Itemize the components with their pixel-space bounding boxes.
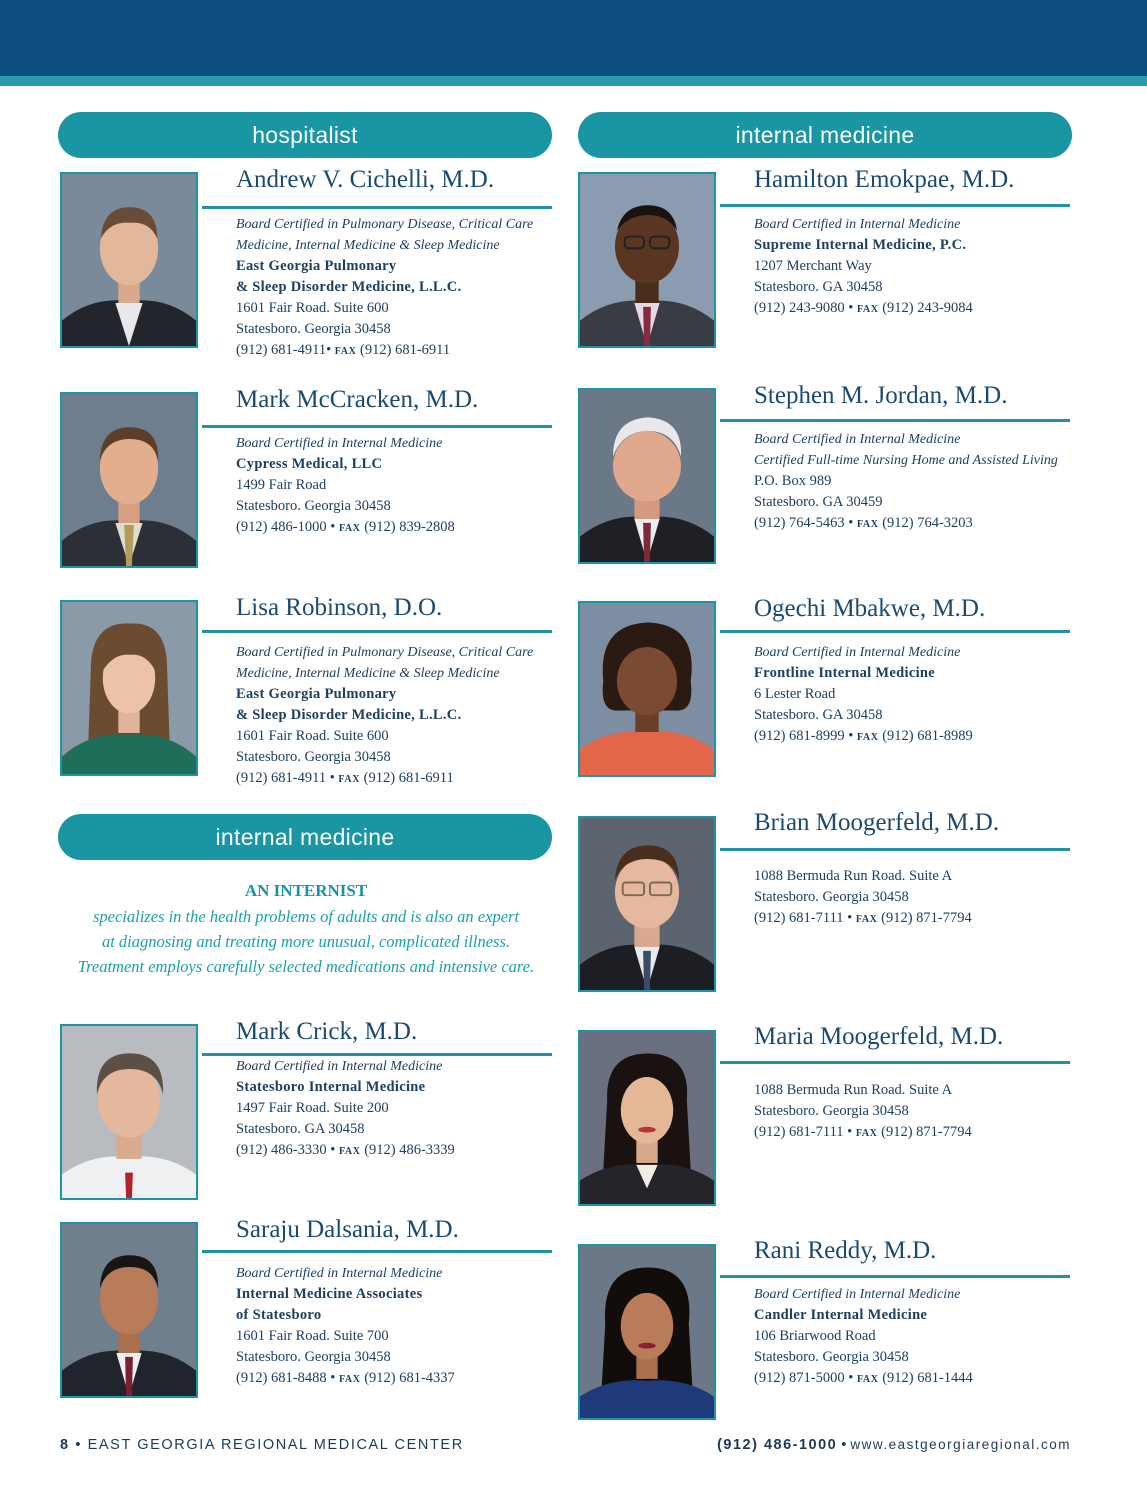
footer-separator: • [841, 1437, 847, 1453]
certification: Board Certified in Internal Medicine [754, 432, 961, 447]
doctor-info-mbakwe [754, 642, 973, 748]
fax-label: FAX [856, 304, 879, 315]
fax-label: FAX [338, 523, 361, 534]
practice-name: Internal Medicine Associates [236, 1286, 423, 1302]
fax-number: (912) 871-7794 [881, 1124, 972, 1140]
doctor-name-reddy: Rani Reddy, M.D. [754, 1237, 937, 1264]
certification: Board Certified in Pulmonary Disease, Critical Care [236, 217, 534, 232]
hospital-name: EAST GEORGIA REGIONAL MEDICAL CENTER [87, 1437, 464, 1453]
doctor-photo-emokpae [578, 172, 716, 348]
address-line: Statesboro. Georgia 30458 [754, 889, 909, 905]
doctor-info-mccracken [236, 433, 455, 539]
doctor-photo-maria-moogerfeld [578, 1030, 716, 1206]
doctor-info-emokpae [754, 214, 973, 320]
doctor-photo-mccracken [60, 392, 198, 568]
address-line: 1499 Fair Road [236, 477, 327, 493]
fax-number: (912) 871-7794 [881, 910, 972, 926]
practice-name: & Sleep Disorder Medicine, L.L.C. [236, 279, 462, 295]
fax-label: FAX [338, 1146, 361, 1157]
address-line: 1088 Bermuda Run Road. Suite A [754, 1082, 953, 1098]
contact-line [236, 340, 533, 362]
name-underline [202, 425, 552, 428]
address-line: Statesboro. GA 30458 [236, 1121, 365, 1137]
address-line: 1497 Fair Road. Suite 200 [236, 1100, 389, 1116]
contact-line [754, 908, 972, 930]
section-header-internal-medicine-right: internal medicine [578, 112, 1072, 158]
doctor-photo-mbakwe [578, 601, 716, 777]
address-line: Statesboro. GA 30458 [754, 279, 883, 295]
practice-name: Candler Internal Medicine [754, 1307, 928, 1323]
fax-label: FAX [855, 1128, 878, 1139]
footer-right [717, 1437, 1071, 1453]
doctor-name-robinson: Lisa Robinson, D.O. [236, 594, 443, 621]
certification: Board Certified in Pulmonary Disease, Critical Care [236, 645, 534, 660]
certification: Medicine, Internal Medicine & Sleep Medicine [236, 666, 500, 681]
address-line: Statesboro. Georgia 30458 [236, 749, 391, 765]
name-underline [720, 1061, 1070, 1064]
certification: Certified Full-time Nursing Home and Assisted Living [754, 453, 1058, 468]
address-line: 1601 Fair Road. Suite 600 [236, 728, 389, 744]
phone: (912) 243-9080 • [754, 300, 854, 316]
address-line: 1207 Merchant Way [754, 258, 872, 274]
contact-line [754, 1368, 973, 1390]
doctor-photo-cichelli [60, 172, 198, 348]
phone: (912) 871-5000 • [754, 1370, 854, 1386]
name-underline [720, 419, 1070, 422]
fax-number: (912) 681-4337 [364, 1370, 455, 1386]
internist-line: Treatment employs carefully selected medications and intensive care. [77, 957, 535, 976]
address-line: Statesboro. Georgia 30458 [754, 1103, 909, 1119]
certification: Board Certified in Internal Medicine [754, 1287, 961, 1302]
practice-name: & Sleep Disorder Medicine, L.L.C. [236, 707, 462, 723]
address-line: Statesboro. Georgia 30458 [754, 1349, 909, 1365]
contact-line [754, 1122, 972, 1144]
doctor-name-brian-moogerfeld: Brian Moogerfeld, M.D. [754, 809, 1000, 836]
fax-number: (912) 486-3339 [364, 1142, 455, 1158]
fax-number: (912) 764-3203 [882, 515, 973, 531]
contact-line [236, 768, 533, 790]
practice-name: Supreme Internal Medicine, P.C. [754, 237, 967, 253]
contact-line [236, 1140, 455, 1162]
doctor-name-dalsania: Saraju Dalsania, M.D. [236, 1216, 459, 1243]
fax-number: (912) 681-6911 [360, 342, 451, 358]
doctor-info-brian-moogerfeld [754, 866, 972, 930]
contact-line [754, 513, 1058, 535]
practice-name: Statesboro Internal Medicine [236, 1079, 426, 1095]
address-line: 1601 Fair Road. Suite 600 [236, 300, 389, 316]
certification: Medicine, Internal Medicine & Sleep Medicine [236, 238, 500, 253]
phone: (912) 681-7111 • [754, 910, 853, 926]
top-stripe [0, 76, 1147, 86]
phone: (912) 681-8999 • [754, 728, 854, 744]
phone: (912) 486-3330 • [236, 1142, 336, 1158]
fax-number: (912) 681-6911 [363, 770, 454, 786]
address-line: Statesboro. Georgia 30458 [236, 1349, 391, 1365]
contact-line [236, 517, 455, 539]
doctor-name-mccracken: Mark McCracken, M.D. [236, 386, 479, 413]
section-header-internal-medicine-left: internal medicine [58, 814, 552, 860]
internist-heading: AN INTERNIST [244, 881, 368, 900]
doctor-name-jordan: Stephen M. Jordan, M.D. [754, 382, 1008, 409]
fax-label: FAX [338, 774, 361, 785]
name-underline [202, 206, 552, 209]
name-underline [720, 630, 1070, 633]
practice-name: Frontline Internal Medicine [754, 665, 936, 681]
practice-name: East Georgia Pulmonary [236, 258, 397, 274]
doctor-name-cichelli: Andrew V. Cichelli, M.D. [236, 166, 495, 193]
doctor-name-emokpae: Hamilton Emokpae, M.D. [754, 166, 1015, 193]
doctor-photo-jordan [578, 388, 716, 564]
internist-description [60, 878, 552, 979]
address-line: Statesboro. GA 30459 [754, 494, 883, 510]
certification: Board Certified in Internal Medicine [754, 645, 961, 660]
fax-label: FAX [856, 732, 879, 743]
practice-name: Cypress Medical, LLC [236, 456, 383, 472]
name-underline [720, 204, 1070, 207]
phone: (912) 764-5463 • [754, 515, 854, 531]
doctor-photo-crick [60, 1024, 198, 1200]
fax-label: FAX [855, 914, 878, 925]
address-line: 106 Briarwood Road [754, 1328, 876, 1344]
internist-line: specializes in the health problems of adults and is also an expert [92, 907, 520, 926]
doctor-info-cichelli [236, 214, 533, 362]
phone: (912) 681-4911• [236, 342, 332, 358]
phone: (912) 681-7111 • [754, 1124, 853, 1140]
name-underline [202, 1250, 552, 1253]
doctor-name-maria-moogerfeld: Maria Moogerfeld, M.D. [754, 1023, 1004, 1050]
address-line: 1088 Bermuda Run Road. Suite A [754, 868, 953, 884]
certification: Board Certified in Internal Medicine [754, 217, 961, 232]
name-underline [202, 630, 552, 633]
doctor-info-robinson [236, 642, 533, 790]
fax-number: (912) 839-2808 [364, 519, 455, 535]
footer-left [60, 1437, 464, 1453]
phone: (912) 681-8488 • [236, 1370, 336, 1386]
fax-label: FAX [338, 1374, 361, 1385]
doctor-info-maria-moogerfeld [754, 1080, 972, 1144]
address-line: Statesboro. Georgia 30458 [236, 498, 391, 514]
doctor-info-dalsania [236, 1263, 455, 1390]
fax-number: (912) 681-8989 [882, 728, 973, 744]
address-line: P.O. Box 989 [754, 473, 832, 489]
internist-line: at diagnosing and treating more unusual, complicated illness. [101, 932, 511, 951]
fax-label: FAX [856, 519, 879, 530]
name-underline [720, 1275, 1070, 1278]
fax-label: FAX [856, 1374, 879, 1385]
address-line: 6 Lester Road [754, 686, 836, 702]
fax-number: (912) 681-1444 [882, 1370, 973, 1386]
fax-number: (912) 243-9084 [882, 300, 973, 316]
doctor-info-reddy [754, 1284, 973, 1390]
contact-line [754, 298, 973, 320]
top-banner [0, 0, 1147, 76]
practice-name: East Georgia Pulmonary [236, 686, 397, 702]
doctor-photo-reddy [578, 1244, 716, 1420]
address-line: 1601 Fair Road. Suite 700 [236, 1328, 389, 1344]
address-line: Statesboro. Georgia 30458 [236, 321, 391, 337]
certification: Board Certified in Internal Medicine [236, 436, 443, 451]
phone: (912) 681-4911 • [236, 770, 335, 786]
footer-separator: • [75, 1437, 82, 1453]
address-line: Statesboro. GA 30458 [754, 707, 883, 723]
doctor-name-crick: Mark Crick, M.D. [236, 1018, 418, 1045]
doctor-photo-dalsania [60, 1222, 198, 1398]
phone: (912) 486-1000 • [236, 519, 336, 535]
practice-name: of Statesboro [236, 1307, 322, 1323]
name-underline [720, 848, 1070, 851]
certification: Board Certified in Internal Medicine [236, 1059, 443, 1074]
doctor-photo-brian-moogerfeld [578, 816, 716, 992]
doctor-info-jordan [754, 429, 1058, 535]
doctor-name-mbakwe: Ogechi Mbakwe, M.D. [754, 595, 986, 622]
footer-phone: (912) 486-1000 [717, 1437, 838, 1453]
fax-label: FAX [334, 346, 357, 357]
section-header-hospitalist: hospitalist [58, 112, 552, 158]
contact-line [754, 726, 973, 748]
doctor-photo-robinson [60, 600, 198, 776]
contact-line [236, 1368, 455, 1390]
doctor-info-crick [236, 1056, 455, 1162]
footer-url: www.eastgeorgiaregional.com [850, 1437, 1071, 1452]
page-number: 8 [60, 1437, 70, 1453]
certification: Board Certified in Internal Medicine [236, 1266, 443, 1281]
